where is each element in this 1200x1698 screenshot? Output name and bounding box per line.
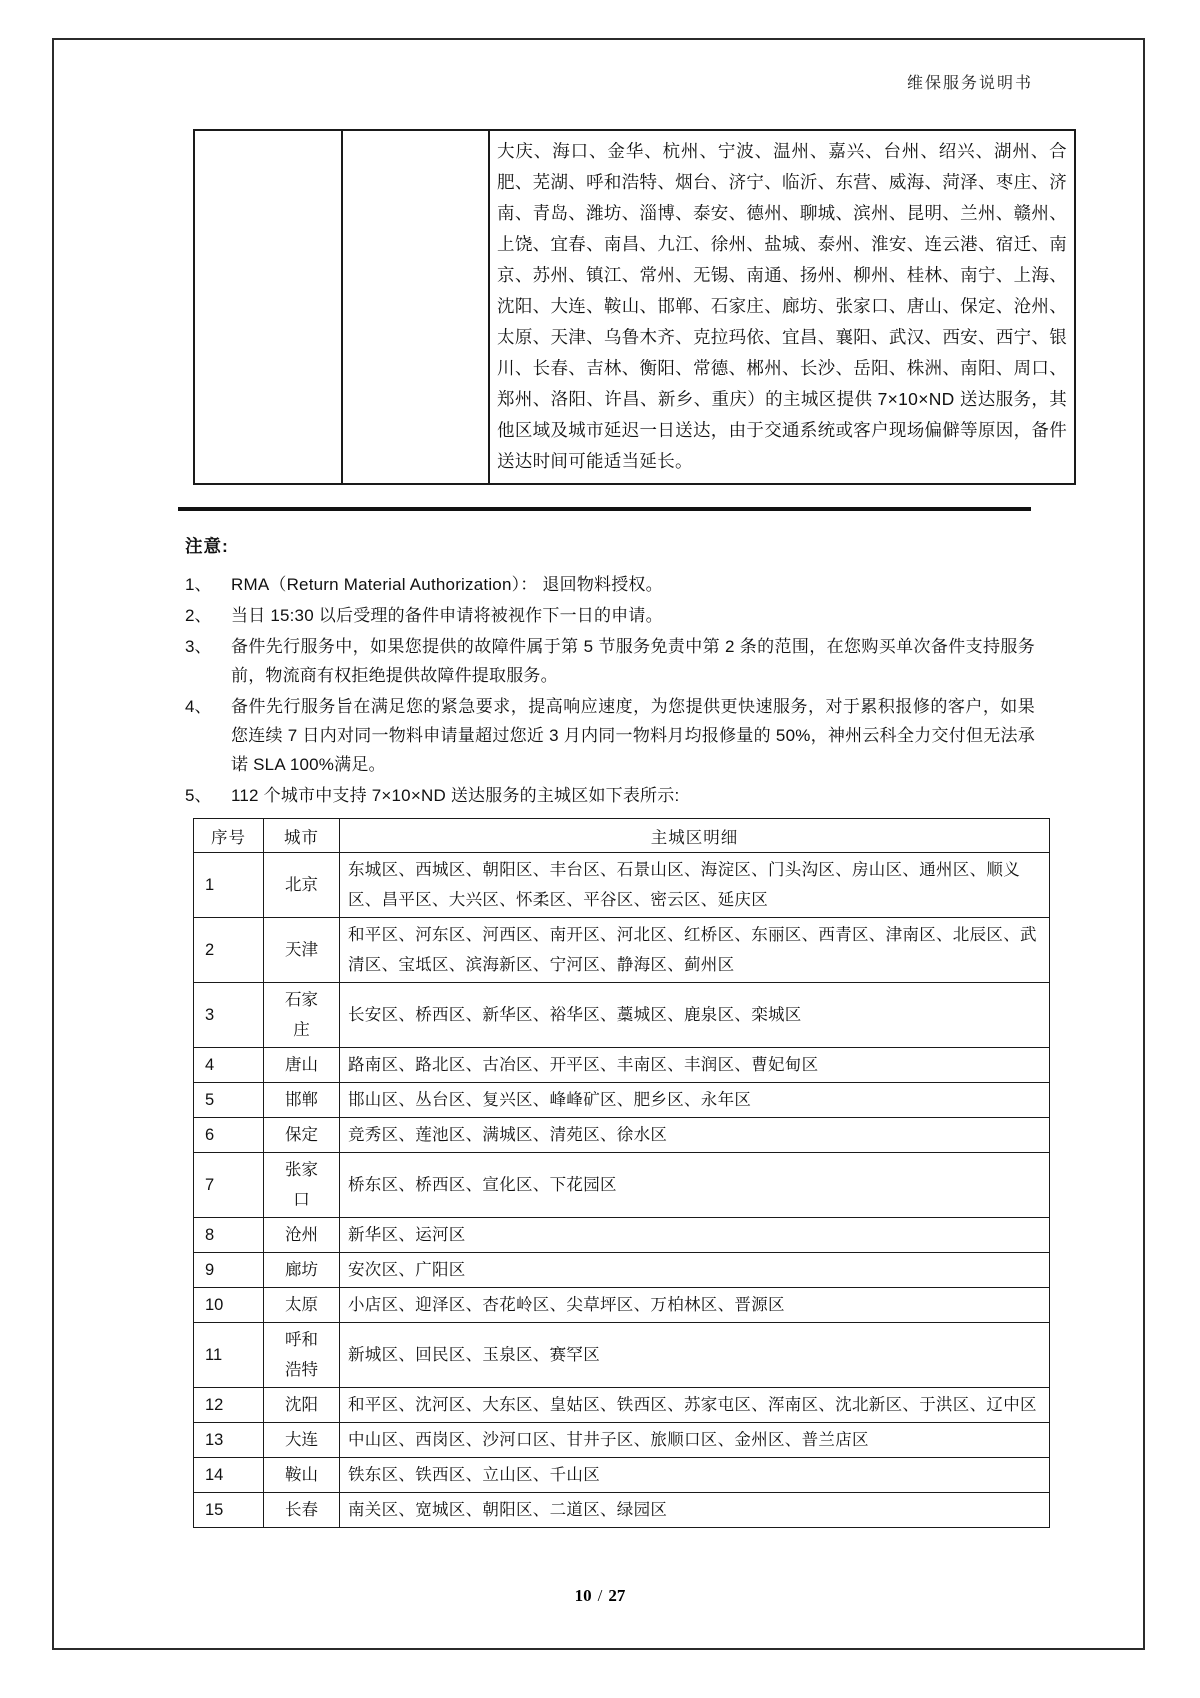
cell-seq: 1 xyxy=(194,853,264,918)
cell-city: 石家庄 xyxy=(264,983,340,1048)
city-table-row xyxy=(194,853,1050,918)
city-districts-table xyxy=(193,818,1050,1528)
header-city: 城市 xyxy=(264,819,340,853)
cell-seq: 11 xyxy=(194,1323,264,1388)
header-districts: 主城区明细 xyxy=(340,819,1050,853)
cell-city: 大连 xyxy=(264,1423,340,1458)
page-footer xyxy=(0,1586,1200,1606)
city-table-row xyxy=(194,1458,1050,1493)
city-table-row xyxy=(194,1388,1050,1423)
page-number: 10 xyxy=(574,1586,592,1605)
city-table-row xyxy=(194,1218,1050,1253)
coverage-empty-cell-2 xyxy=(342,130,489,484)
city-table-row xyxy=(194,1083,1050,1118)
cell-districts: 新城区、回民区、玉泉区、赛罕区 xyxy=(340,1323,1050,1388)
cell-seq: 8 xyxy=(194,1218,264,1253)
page-total: 27 xyxy=(608,1586,626,1605)
note-number: 2、 xyxy=(185,606,212,625)
cell-city: 廊坊 xyxy=(264,1253,340,1288)
note-item xyxy=(185,632,1035,690)
cell-seq: 3 xyxy=(194,983,264,1048)
note-item xyxy=(185,570,1035,599)
note-text: RMA（Return Material Authorization）： 退回物料授权。 xyxy=(231,575,663,594)
cell-districts: 新华区、运河区 xyxy=(340,1218,1050,1253)
cell-city: 邯郸 xyxy=(264,1083,340,1118)
cell-seq: 12 xyxy=(194,1388,264,1423)
city-table-row xyxy=(194,1323,1050,1388)
note-text: 当日 15:30 以后受理的备件申请将被视作下一日的申请。 xyxy=(231,606,663,625)
cell-districts: 桥东区、桥西区、宣化区、下花园区 xyxy=(340,1153,1050,1218)
cell-city: 太原 xyxy=(264,1288,340,1323)
note-text: 备件先行服务旨在满足您的紧急要求，提高响应速度，为您提供更快速服务，对于累积报修的客户，如果您连续 7 日内对同一物料申请量超过您近 3 月内同一物料月均报修量的 50%，神州云科全力交付但无法承诺 SLA 100%满足。 xyxy=(231,697,1035,774)
cell-districts: 东城区、西城区、朝阳区、丰台区、石景山区、海淀区、门头沟区、房山区、通州区、顺义区、昌平区、大兴区、怀柔区、平谷区、密云区、延庆区 xyxy=(340,853,1050,918)
note-number: 5、 xyxy=(185,786,212,805)
document-header-title: 维保服务说明书 xyxy=(906,75,1033,92)
cell-city: 保定 xyxy=(264,1118,340,1153)
cell-city: 沧州 xyxy=(264,1218,340,1253)
note-item xyxy=(185,692,1035,779)
city-table-row xyxy=(194,983,1050,1048)
cell-districts: 邯山区、丛台区、复兴区、峰峰矿区、肥乡区、永年区 xyxy=(340,1083,1050,1118)
cell-city: 呼和浩特 xyxy=(264,1323,340,1388)
cell-districts: 和平区、沈河区、大东区、皇姑区、铁西区、苏家屯区、浑南区、沈北新区、于洪区、辽中区 xyxy=(340,1388,1050,1423)
cell-districts: 铁东区、铁西区、立山区、千山区 xyxy=(340,1458,1050,1493)
cell-districts: 小店区、迎泽区、杏花岭区、尖草坪区、万柏林区、晋源区 xyxy=(340,1288,1050,1323)
cell-districts: 竞秀区、莲池区、满城区、清苑区、徐水区 xyxy=(340,1118,1050,1153)
note-item xyxy=(185,601,1035,630)
city-table-row xyxy=(194,918,1050,983)
city-table-row xyxy=(194,1423,1050,1458)
page-separator: / xyxy=(597,1586,603,1605)
cell-seq: 7 xyxy=(194,1153,264,1218)
cell-city: 长春 xyxy=(264,1493,340,1528)
cell-city: 张家口 xyxy=(264,1153,340,1218)
cell-districts: 南关区、宽城区、朝阳区、二道区、绿园区 xyxy=(340,1493,1050,1528)
cell-city: 天津 xyxy=(264,918,340,983)
cell-seq: 2 xyxy=(194,918,264,983)
cell-seq: 9 xyxy=(194,1253,264,1288)
cell-city: 沈阳 xyxy=(264,1388,340,1423)
note-text: 备件先行服务中，如果您提供的故障件属于第 5 节服务免责中第 2 条的范围，在您购买单次备件支持服务前，物流商有权拒绝提供故障件提取服务。 xyxy=(231,637,1035,685)
page-content xyxy=(185,0,1067,1528)
city-table-body xyxy=(194,853,1050,1528)
cell-districts: 中山区、西岗区、沙河口区、甘井子区、旅顺口区、金州区、普兰店区 xyxy=(340,1423,1050,1458)
note-number: 4、 xyxy=(185,697,212,716)
city-table-row xyxy=(194,1253,1050,1288)
section-divider xyxy=(178,507,1031,511)
notes-title: 注意: xyxy=(185,536,229,556)
cell-districts: 和平区、河东区、河西区、南开区、河北区、红桥区、东丽区、西青区、津南区、北辰区、武清区、宝坻区、滨海新区、宁河区、静海区、蓟州区 xyxy=(340,918,1050,983)
cell-city: 鞍山 xyxy=(264,1458,340,1493)
city-table-header-row xyxy=(194,819,1050,853)
notes-list xyxy=(185,570,1050,810)
cell-seq: 13 xyxy=(194,1423,264,1458)
cell-city: 北京 xyxy=(264,853,340,918)
cell-districts: 安次区、广阳区 xyxy=(340,1253,1050,1288)
cell-seq: 10 xyxy=(194,1288,264,1323)
header-seq: 序号 xyxy=(194,819,264,853)
city-table-row xyxy=(194,1048,1050,1083)
cell-districts: 长安区、桥西区、新华区、裕华区、藁城区、鹿泉区、栾城区 xyxy=(340,983,1050,1048)
cell-seq: 5 xyxy=(194,1083,264,1118)
note-number: 1、 xyxy=(185,575,212,594)
coverage-cities-text: 大庆、海口、金华、杭州、宁波、温州、嘉兴、台州、绍兴、湖州、合肥、芜湖、呼和浩特、烟台、济宁、临沂、东营、威海、菏泽、枣庄、济南、青岛、潍坊、淄博、泰安、德州、聊城、滨州、昆明、兰州、赣州、上饶、宜春、南昌、九江、徐州、盐城、泰州、淮安、连云港、宿迁、南京、苏州、镇江、常州、无锡、南通、扬州、柳州、桂林、南宁、上海、沈阳、大连、鞍山、邯郸、石家庄、廊坊、张家口、唐山、保定、沧州、太原、天津、乌鲁木齐、克拉玛依、宜昌、襄阳、武汉、西安、西宁、银川、长春、吉林、衡阳、常德、郴州、长沙、岳阳、株洲、南阳、周口、郑州、洛阳、许昌、新乡、重庆）的主城区提供 7×10×ND 送达服务，其他区域及城市延迟一日送达，由于交通系统或客户现场偏僻等原因，备件送达时间可能适当延长。 xyxy=(489,130,1075,484)
city-table-row xyxy=(194,1153,1050,1218)
coverage-table-fragment xyxy=(193,129,1076,485)
coverage-table-row xyxy=(194,130,1075,484)
cell-seq: 15 xyxy=(194,1493,264,1528)
coverage-empty-cell-1 xyxy=(194,130,342,484)
city-table-row xyxy=(194,1118,1050,1153)
note-item xyxy=(185,781,1035,810)
city-table-row xyxy=(194,1493,1050,1528)
city-table-row xyxy=(194,1288,1050,1323)
cell-districts: 路南区、路北区、古冶区、开平区、丰南区、丰润区、曹妃甸区 xyxy=(340,1048,1050,1083)
cell-seq: 14 xyxy=(194,1458,264,1493)
cell-seq: 4 xyxy=(194,1048,264,1083)
note-text: 112 个城市中支持 7×10×ND 送达服务的主城区如下表所示: xyxy=(231,786,680,805)
note-number: 3、 xyxy=(185,637,212,656)
cell-city: 唐山 xyxy=(264,1048,340,1083)
cell-seq: 6 xyxy=(194,1118,264,1153)
